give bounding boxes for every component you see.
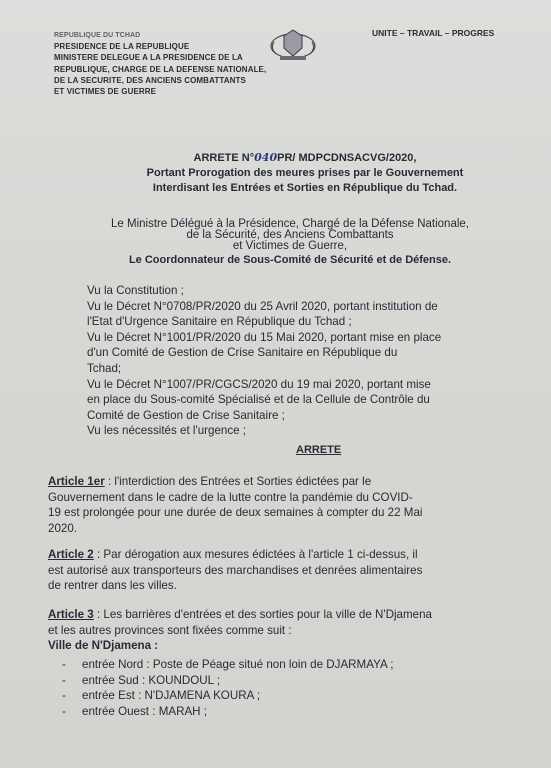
reference-line: Comité de Gestion de Crise Sanitaire ; <box>87 408 285 422</box>
header-line: DE LA SECURITE, DES ANCIENS COMBATTANTS <box>54 75 246 85</box>
list-dash: - <box>62 658 66 671</box>
article-text: 19 est prolongée pour une durée de deux semaines à compter du 22 Mai <box>48 506 423 520</box>
reference-line: Tchad; <box>87 361 122 375</box>
decree-title <box>110 150 500 196</box>
reference-line: d'un Comité de Gestion de Crise Sanitaire en République du <box>87 346 398 360</box>
header-line: ET VICTIMES DE GUERRE <box>54 87 157 97</box>
header-line: MINISTERE DELEGUE A LA PRESIDENCE DE LA <box>54 53 243 63</box>
article-label: Article 3 <box>48 608 94 621</box>
reference-line: Vu les nécessités et l'urgence ; <box>87 424 247 438</box>
article-text: de rentrer dans les villes. <box>48 579 177 593</box>
article-text: : Les barrières d'entrées et des sorties pour la ville de N'Djamena <box>93 608 432 621</box>
list-dash: - <box>62 689 66 703</box>
list-item <box>62 704 532 720</box>
legal-references <box>87 283 525 439</box>
reference-line: l'Etat d'Urgence Sanitaire en République du Tchad ; <box>87 315 352 329</box>
handwritten-decree-number: 040 <box>254 151 278 164</box>
arrete-heading: ARRETE <box>296 444 342 456</box>
minister-block <box>60 219 520 267</box>
entry-text: entrée Nord : Poste de Péage situé non loin de DJARMAYA ; <box>82 658 394 671</box>
article-text: 2020. <box>48 521 78 535</box>
reference-line: Vu la Constitution ; <box>87 284 184 297</box>
list-dash: - <box>62 704 66 718</box>
article-text: : l'interdiction des Entrées et Sorties édictées par le <box>104 475 372 488</box>
article-text: est autorisé aux transporteurs des marchandises et denrées alimentaires <box>48 563 423 577</box>
article-3 <box>48 607 526 654</box>
reference-line: Vu le Décret N°0708/PR/2020 du 25 Avril 2020, portant institution de <box>87 299 438 313</box>
entry-text: entrée Est : N'DJAMENA KOURA ; <box>82 689 261 703</box>
reference-line: Vu le Décret N°1001/PR/2020 du 15 Mai 2020, portant mise en place <box>87 330 442 344</box>
decree-subject-line: Interdisant les Entrées et Sorties en République du Tchad. <box>152 182 458 194</box>
header-line: REPUBLIQUE DU TCHAD <box>54 32 141 39</box>
article-text: : Par dérogation aux mesures édictées à l'article 1 ci-dessus, il <box>93 548 418 561</box>
entry-text: entrée Ouest : MARAH ; <box>82 704 208 718</box>
reference-line: Vu le Décret N°1007/PR/CGCS/2020 du 19 mai 2020, portant mise <box>87 377 431 391</box>
national-motto: UNITE – TRAVAIL – PROGRES <box>372 28 495 38</box>
entry-points-list <box>62 657 532 719</box>
decree-number-prefix: ARRETE N° <box>193 152 255 164</box>
decree-number-line <box>110 150 500 166</box>
coat-of-arms-icon <box>266 26 320 62</box>
city-heading: Ville de N'Djamena : <box>48 639 159 653</box>
minister-line: et Victimes de Guerre, <box>232 240 348 252</box>
coordinator-line: Le Coordonnateur de Sous-Comité de Sécurité et de Défense. <box>128 254 452 266</box>
header-line: REPUBLIQUE, CHARGE DE LA DEFENSE NATIONALE, <box>54 64 267 74</box>
article-text: et les autres provinces sont fixées comme suit : <box>48 623 292 637</box>
list-item <box>62 673 532 689</box>
list-item <box>62 657 532 673</box>
article-label: Article 1er <box>48 475 105 488</box>
header-line: PRESIDENCE DE LA REPUBLIQUE <box>54 42 190 52</box>
article-2 <box>48 547 526 594</box>
decree-number-suffix: PR/ MDPCDNSACVG/2020, <box>277 152 417 164</box>
minister-line: de la Sécurité, des Anciens Combattants <box>186 229 394 241</box>
article-1 <box>48 474 526 536</box>
reference-line: en place du Sous-comité Spécialisé et de la Cellule de Contrôle du <box>87 393 430 407</box>
list-item <box>62 688 532 704</box>
decree-subject-line: Portant Prorogation des meures prises par le Gouvernement <box>146 167 464 179</box>
minister-line: Le Ministre Délégué à la Présidence, Chargé de la Défense Nationale, <box>111 218 469 230</box>
article-label: Article 2 <box>48 548 94 561</box>
article-text: Gouvernement dans le cadre de la lutte contre la pandémie du COVID- <box>48 490 413 504</box>
entry-text: entrée Sud : KOUNDOUL ; <box>82 673 221 687</box>
list-dash: - <box>62 673 66 687</box>
